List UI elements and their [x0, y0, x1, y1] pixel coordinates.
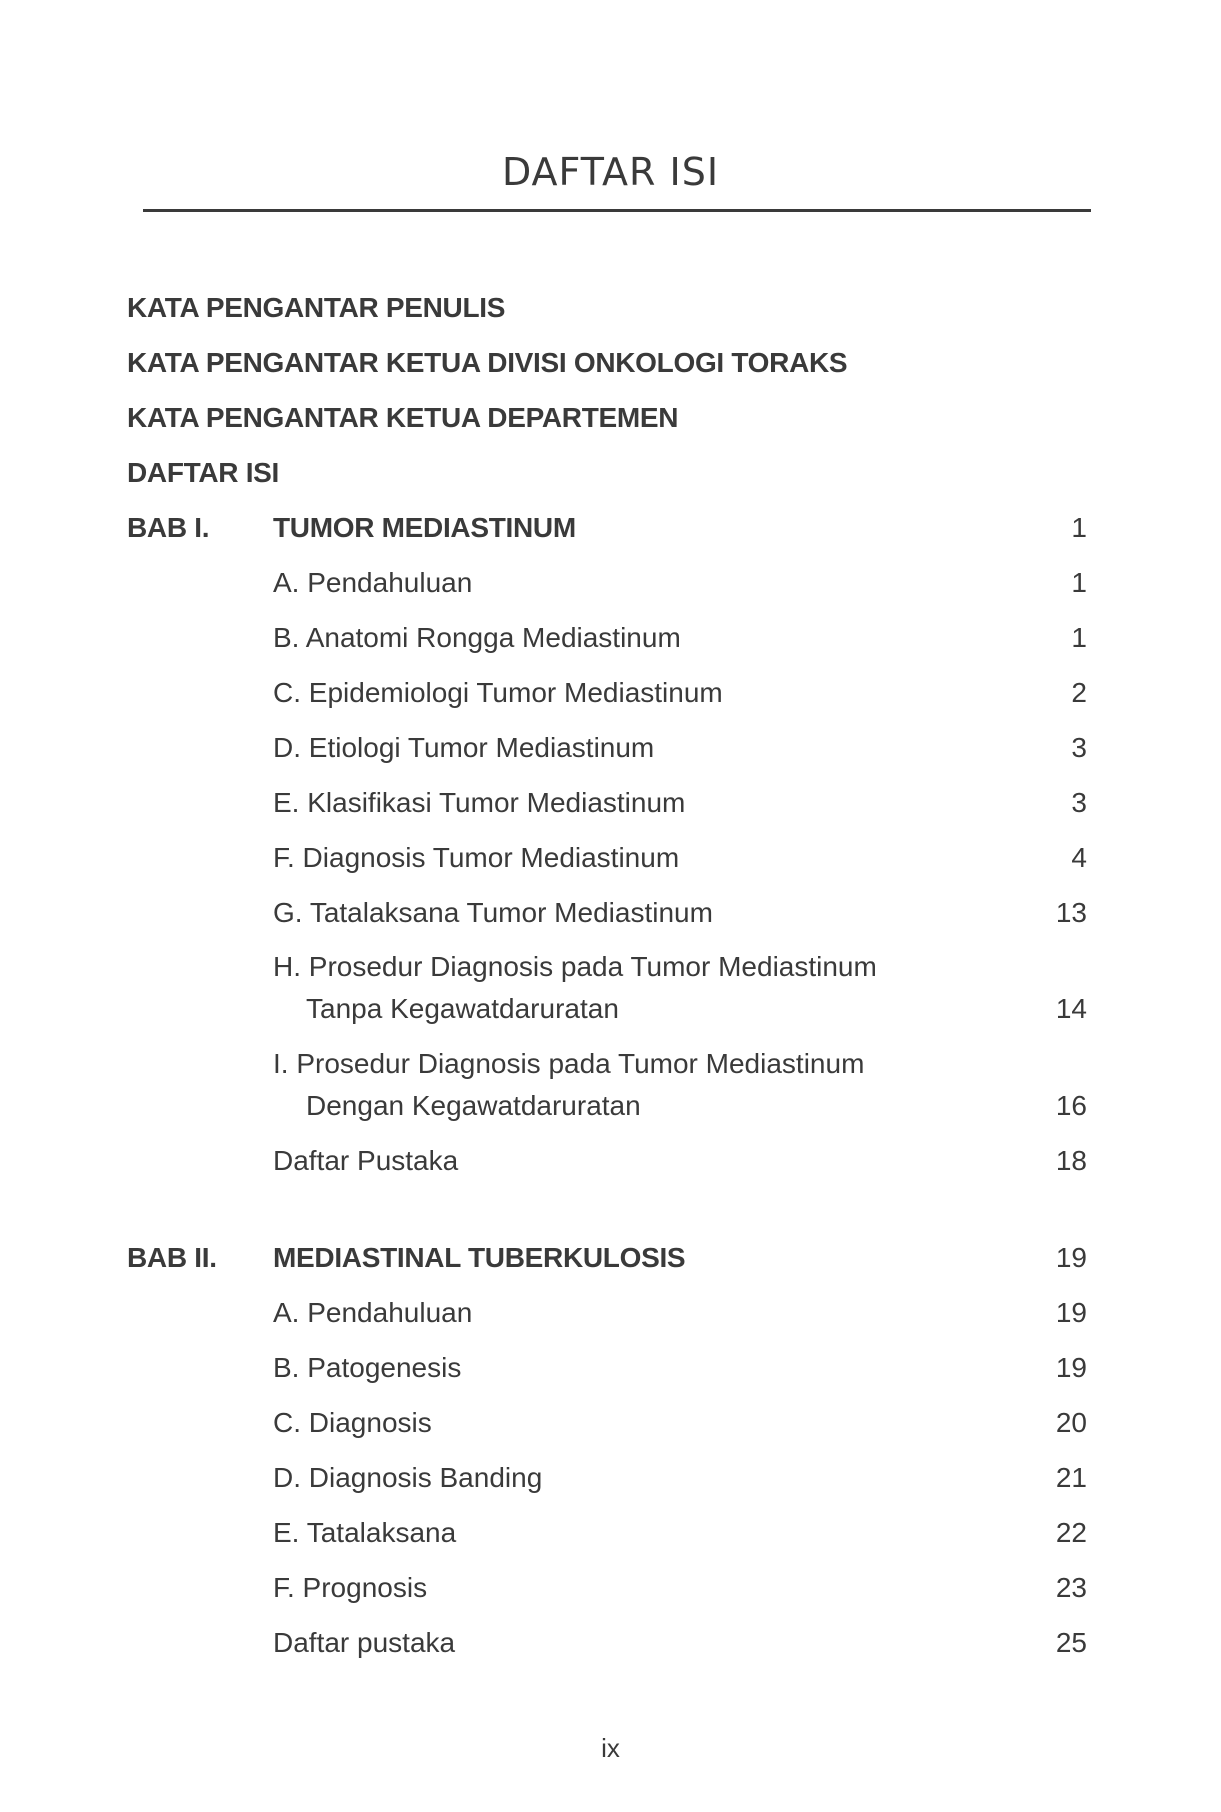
toc-section-title: H. Prosedur Diagnosis pada Tumor Mediastinum — [273, 951, 877, 982]
page-footer-number: ix — [601, 1733, 620, 1763]
toc-section-row[interactable] — [0, 949, 1221, 1029]
page-title: DAFTAR ISI — [501, 150, 720, 194]
toc-section-title: D. Etiologi Tumor Mediastinum — [273, 732, 655, 763]
toc-page-number: 1 — [1071, 512, 1087, 543]
toc-front-label: KATA PENGANTAR KETUA DIVISI ONKOLOGI TORAKS — [127, 347, 848, 378]
toc-page-number: 1 — [1071, 622, 1087, 653]
toc-section-title: A. Pendahuluan — [273, 1297, 473, 1328]
toc-chapter-number: BAB II. — [127, 1242, 217, 1273]
toc-page-number: 19 — [1055, 1352, 1087, 1383]
toc-page-number: 19 — [1055, 1242, 1087, 1273]
toc-page-number: 22 — [1055, 1517, 1087, 1548]
toc-page-number: 13 — [1055, 897, 1087, 928]
toc-section-title: G. Tatalaksana Tumor Mediastinum — [273, 897, 713, 928]
toc-section-title: Daftar Pustaka — [273, 1145, 459, 1176]
toc-section-title: C. Diagnosis — [273, 1407, 432, 1438]
toc-section-title: D. Diagnosis Banding — [273, 1462, 543, 1493]
toc-page-number: 4 — [1071, 842, 1087, 873]
toc-section-title-continued: Dengan Kegawatdaruratan — [306, 1090, 641, 1121]
toc-section-title: B. Anatomi Rongga Mediastinum — [273, 622, 681, 653]
toc-front-label: DAFTAR ISI — [127, 457, 280, 488]
toc-page-number: 1 — [1071, 567, 1087, 598]
toc-chapter-title: MEDIASTINAL TUBERKULOSIS — [273, 1242, 686, 1273]
toc-page-number: 23 — [1055, 1572, 1087, 1603]
toc-section-title: B. Patogenesis — [273, 1352, 462, 1383]
toc-section-title: Daftar pustaka — [273, 1627, 456, 1658]
toc-page-number: 14 — [1055, 993, 1087, 1024]
toc-page-number: 20 — [1055, 1407, 1087, 1438]
toc-chapter-title: TUMOR MEDIASTINUM — [273, 512, 576, 543]
toc-section-title: F. Diagnosis Tumor Mediastinum — [273, 842, 680, 873]
toc-page-number: 25 — [1055, 1627, 1087, 1658]
toc-page-number: 16 — [1055, 1090, 1087, 1121]
toc-page-number: 19 — [1055, 1297, 1087, 1328]
toc-page-number: 18 — [1055, 1145, 1087, 1176]
toc-section-title: C. Epidemiologi Tumor Mediastinum — [273, 677, 723, 708]
toc-page-number: 3 — [1071, 787, 1087, 818]
toc-section-title: E. Tatalaksana — [273, 1517, 457, 1548]
toc-front-label: KATA PENGANTAR PENULIS — [127, 292, 506, 323]
toc-section-title: I. Prosedur Diagnosis pada Tumor Mediastinum — [273, 1048, 865, 1079]
toc-section-row[interactable] — [0, 1046, 1221, 1126]
toc-page-number: 3 — [1071, 732, 1087, 763]
toc-section-title-continued: Tanpa Kegawatdaruratan — [306, 993, 619, 1024]
toc-section-title: A. Pendahuluan — [273, 567, 473, 598]
toc-chapter-number: BAB I. — [127, 512, 210, 543]
toc-page-number: 21 — [1055, 1462, 1087, 1493]
toc-section-title: E. Klasifikasi Tumor Mediastinum — [273, 787, 686, 818]
toc-section-title: F. Prognosis — [273, 1572, 428, 1603]
toc-page-number: 2 — [1071, 677, 1087, 708]
toc-front-label: KATA PENGANTAR KETUA DEPARTEMEN — [127, 402, 679, 433]
